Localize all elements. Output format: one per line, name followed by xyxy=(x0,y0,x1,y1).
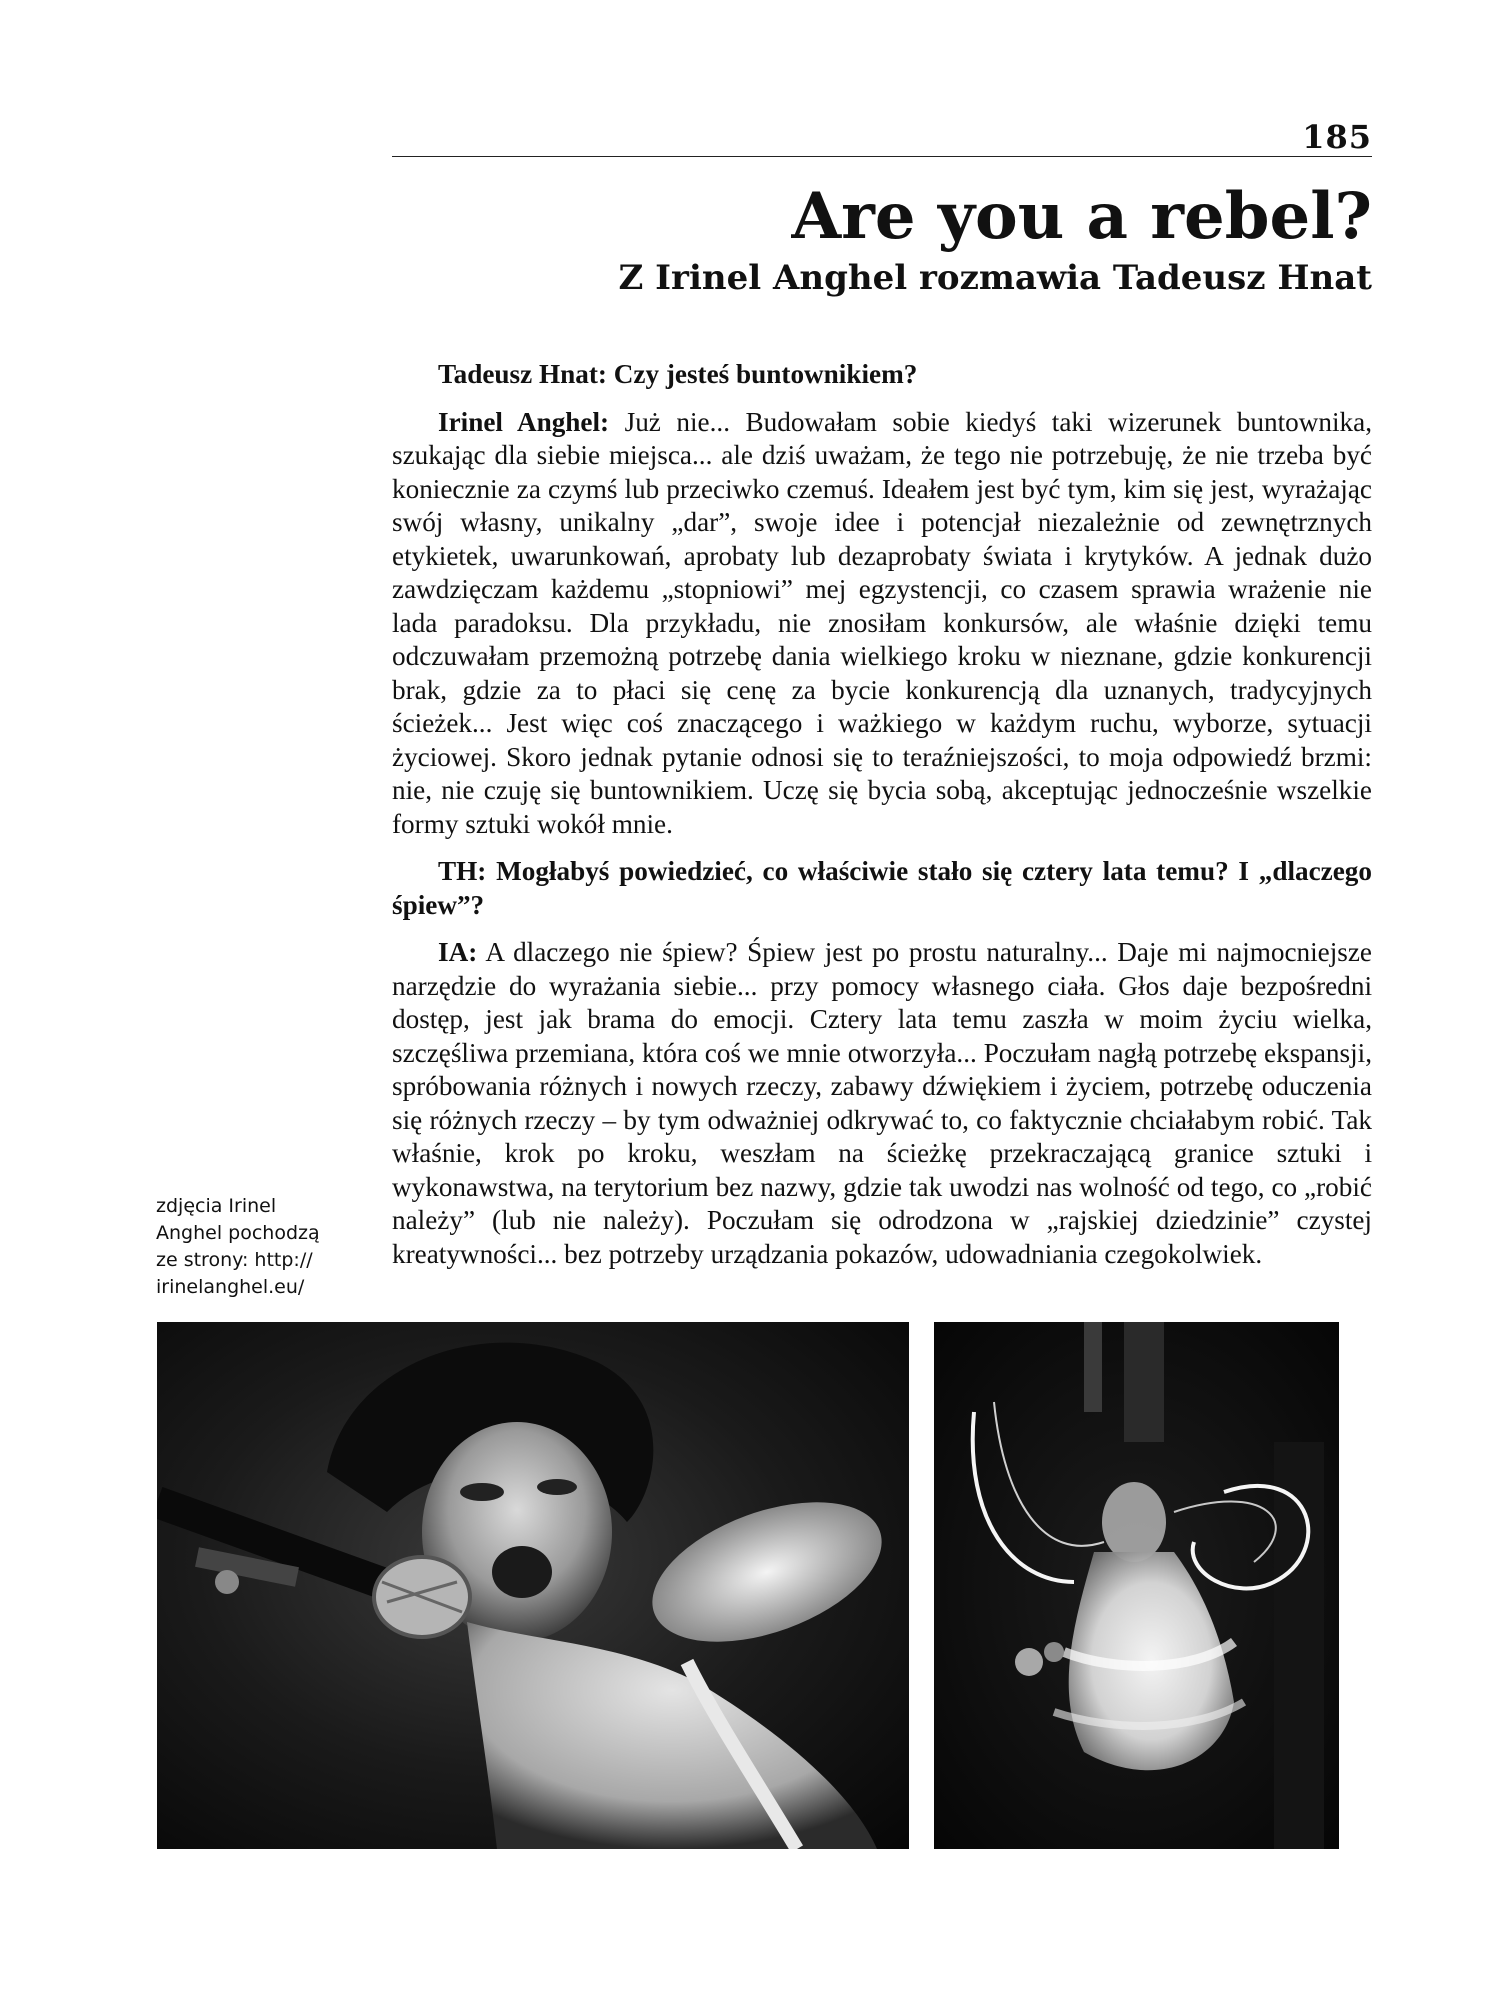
caption-line-3: ze strony: http:// xyxy=(156,1249,313,1271)
caption-line-2: Anghel pochodzą xyxy=(156,1222,320,1244)
answer-2 xyxy=(392,936,1372,1271)
article-title: Are you a rebel? xyxy=(791,179,1372,254)
photo-caption xyxy=(156,1193,341,1301)
article-body xyxy=(392,358,1372,1285)
article-subtitle: Z Irinel Anghel rozmawia Tadeusz Hnat xyxy=(618,258,1372,298)
header-rule xyxy=(392,156,1372,157)
answer-1-speaker: Irinel Anghel: xyxy=(438,406,610,437)
question-2: TH: Mogłabyś powiedzieć, co właściwie stało się cztery lata temu? I „dlaczego śpiew”? xyxy=(392,856,1372,920)
page-number: 185 xyxy=(1302,118,1372,156)
singer-photo xyxy=(157,1322,909,1849)
answer-1 xyxy=(392,406,1372,842)
answer-1-text: Już nie... Budowałam sobie kiedyś taki wizerunek buntownika, szukając dla siebie miejsca... ale dziś uważam, że tego nie potrzebuję, że nie trzeba być koniecznie za czymś lub przeciwko czemuś. Ideałem jest być tym, kim się jest, wyrażając swój własny, unikalny „dar”, swoje idee i potencjał niezależnie od zewnętrznych etykietek, uwarunkowań, aprobaty lub dezaprobaty świata i krytyków. A jednak dużo zawdzięczam każdemu „stopniowi” mej egzystencji, co czasem sprawia wrażenie nie lada paradoksu. Dla przykładu, nie znosiłam konkursów, ale właśnie dzięki temu odczuwałam przemożną potrzebę dania wielkiego kroku w nieznane, gdzie konkurencji brak, gdzie za to płaci się cenę za bycie konkurencją dla uznanych, tradycyjnych ścieżek... Jest więc coś znaczącego i ważkiego w każdym ruchu, wyborze, sytuacji życiowej. Skoro jednak pytanie odnosi się to teraźniejszości, to moja odpowiedź brzmi: nie, nie czuję się buntownikiem. Uczę się bycia sobą, akceptując jednocześnie wszelkie formy sztuki wokół mnie. xyxy=(392,406,1372,839)
dancer-photo xyxy=(934,1322,1339,1849)
question-1: Tadeusz Hnat: Czy jesteś buntownikiem? xyxy=(438,359,918,389)
answer-2-text: A dlaczego nie śpiew? Śpiew jest po prostu naturalny... Daje mi najmocniejsze narzędzie do wyrażania siebie... przy pomocy własnego ciała. Głos daje bezpośredni dostęp, jest jak brama do emocji. Cztery lata temu zaszła w moim życiu wielka, szczęśliwa przemiana, która coś we mnie otworzyła... Poczułam nagłą potrzebę ekspansji, spróbowania różnych i nowych rzeczy, zabawy dźwiękiem i życiem, potrzebę oduczenia się różnych rzeczy – by tym odważniej odkrywać to, co faktycznie chciałabym robić. Tak właśnie, krok po kroku, weszłam na ścieżkę przekraczającą granice sztuki i wykonawstwa, na terytorium bez nazwy, gdzie tak uwodzi nas wolność od tego, co „robić należy” (lub nie należy). Poczułam się odrodzona w „rajskiej dziedzinie” czystej kreatywności... bez potrzeby urządzania pokazów, udowadniania czegokolwiek. xyxy=(392,937,1372,1269)
answer-2-speaker: IA: xyxy=(438,937,478,967)
caption-line-1: zdjęcia Irinel xyxy=(156,1195,277,1217)
caption-line-4: irinelanghel.eu/ xyxy=(156,1276,305,1298)
